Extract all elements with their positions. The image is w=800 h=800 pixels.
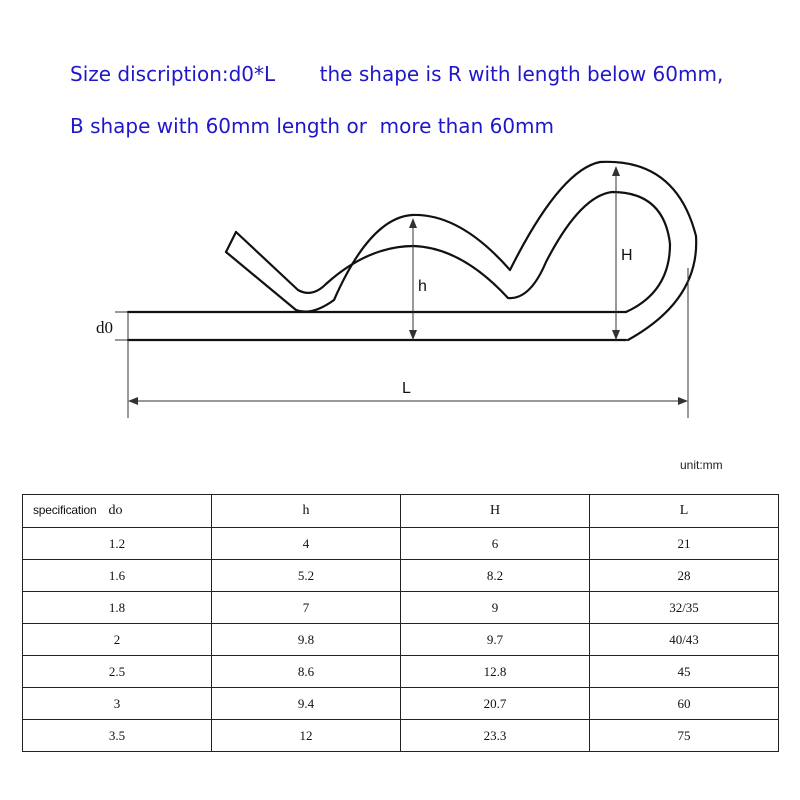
caption-line-2: B shape with 60mm length or more than 60mm <box>70 114 555 138</box>
cell-H: 20.7 <box>401 688 590 720</box>
caption-line-1: Size discription:d0*L the shape is R with length below 60mm, <box>70 62 724 86</box>
L-dimension <box>128 380 688 405</box>
table-row <box>23 592 779 624</box>
wavy-leg-inner <box>236 192 670 312</box>
cell-H: 9.7 <box>401 624 590 656</box>
wavy-leg-tip <box>226 232 236 252</box>
straight-leg <box>128 312 626 340</box>
clip-outline <box>128 162 696 340</box>
cell-h: 8.6 <box>212 656 401 688</box>
table-row <box>23 656 779 688</box>
h-label: h <box>418 278 427 295</box>
cell-h: 9.8 <box>212 624 401 656</box>
cell-H: 23.3 <box>401 720 590 752</box>
table-row <box>23 560 779 592</box>
cell-H: 12.8 <box>401 656 590 688</box>
r-clip-drawing <box>0 150 800 440</box>
H-label: H <box>621 247 633 264</box>
header-d0 <box>23 495 212 528</box>
cell-d0: 1.2 <box>23 528 212 560</box>
cell-L: 28 <box>590 560 779 592</box>
cell-h: 9.4 <box>212 688 401 720</box>
cell-L: 75 <box>590 720 779 752</box>
header-h: h <box>212 495 401 528</box>
header-d0-symbol: do <box>108 503 123 518</box>
cell-d0: 2 <box>23 624 212 656</box>
L-label: L <box>402 380 411 397</box>
cell-L: 60 <box>590 688 779 720</box>
cell-L: 45 <box>590 656 779 688</box>
cell-h: 12 <box>212 720 401 752</box>
cell-d0: 1.8 <box>23 592 212 624</box>
table-row <box>23 720 779 752</box>
cell-L: 40/43 <box>590 624 779 656</box>
table-row <box>23 624 779 656</box>
cell-d0: 3.5 <box>23 720 212 752</box>
cell-L: 32/35 <box>590 592 779 624</box>
cell-H: 9 <box>401 592 590 624</box>
cell-d0: 3 <box>23 688 212 720</box>
cell-h: 4 <box>212 528 401 560</box>
cell-d0: 2.5 <box>23 656 212 688</box>
header-specification: specification <box>33 503 97 517</box>
unit-label: unit:mm <box>680 458 723 472</box>
d0-dimension <box>96 268 688 418</box>
table-row <box>23 688 779 720</box>
cell-h: 5.2 <box>212 560 401 592</box>
h-dimension <box>409 218 427 340</box>
cell-H: 8.2 <box>401 560 590 592</box>
table-header-row <box>23 495 779 528</box>
spec-table <box>22 494 779 752</box>
cell-h: 7 <box>212 592 401 624</box>
cell-d0: 1.6 <box>23 560 212 592</box>
cell-H: 6 <box>401 528 590 560</box>
d0-label: d0 <box>96 318 113 337</box>
header-H: H <box>401 495 590 528</box>
table-row <box>23 528 779 560</box>
cell-L: 21 <box>590 528 779 560</box>
header-L: L <box>590 495 779 528</box>
